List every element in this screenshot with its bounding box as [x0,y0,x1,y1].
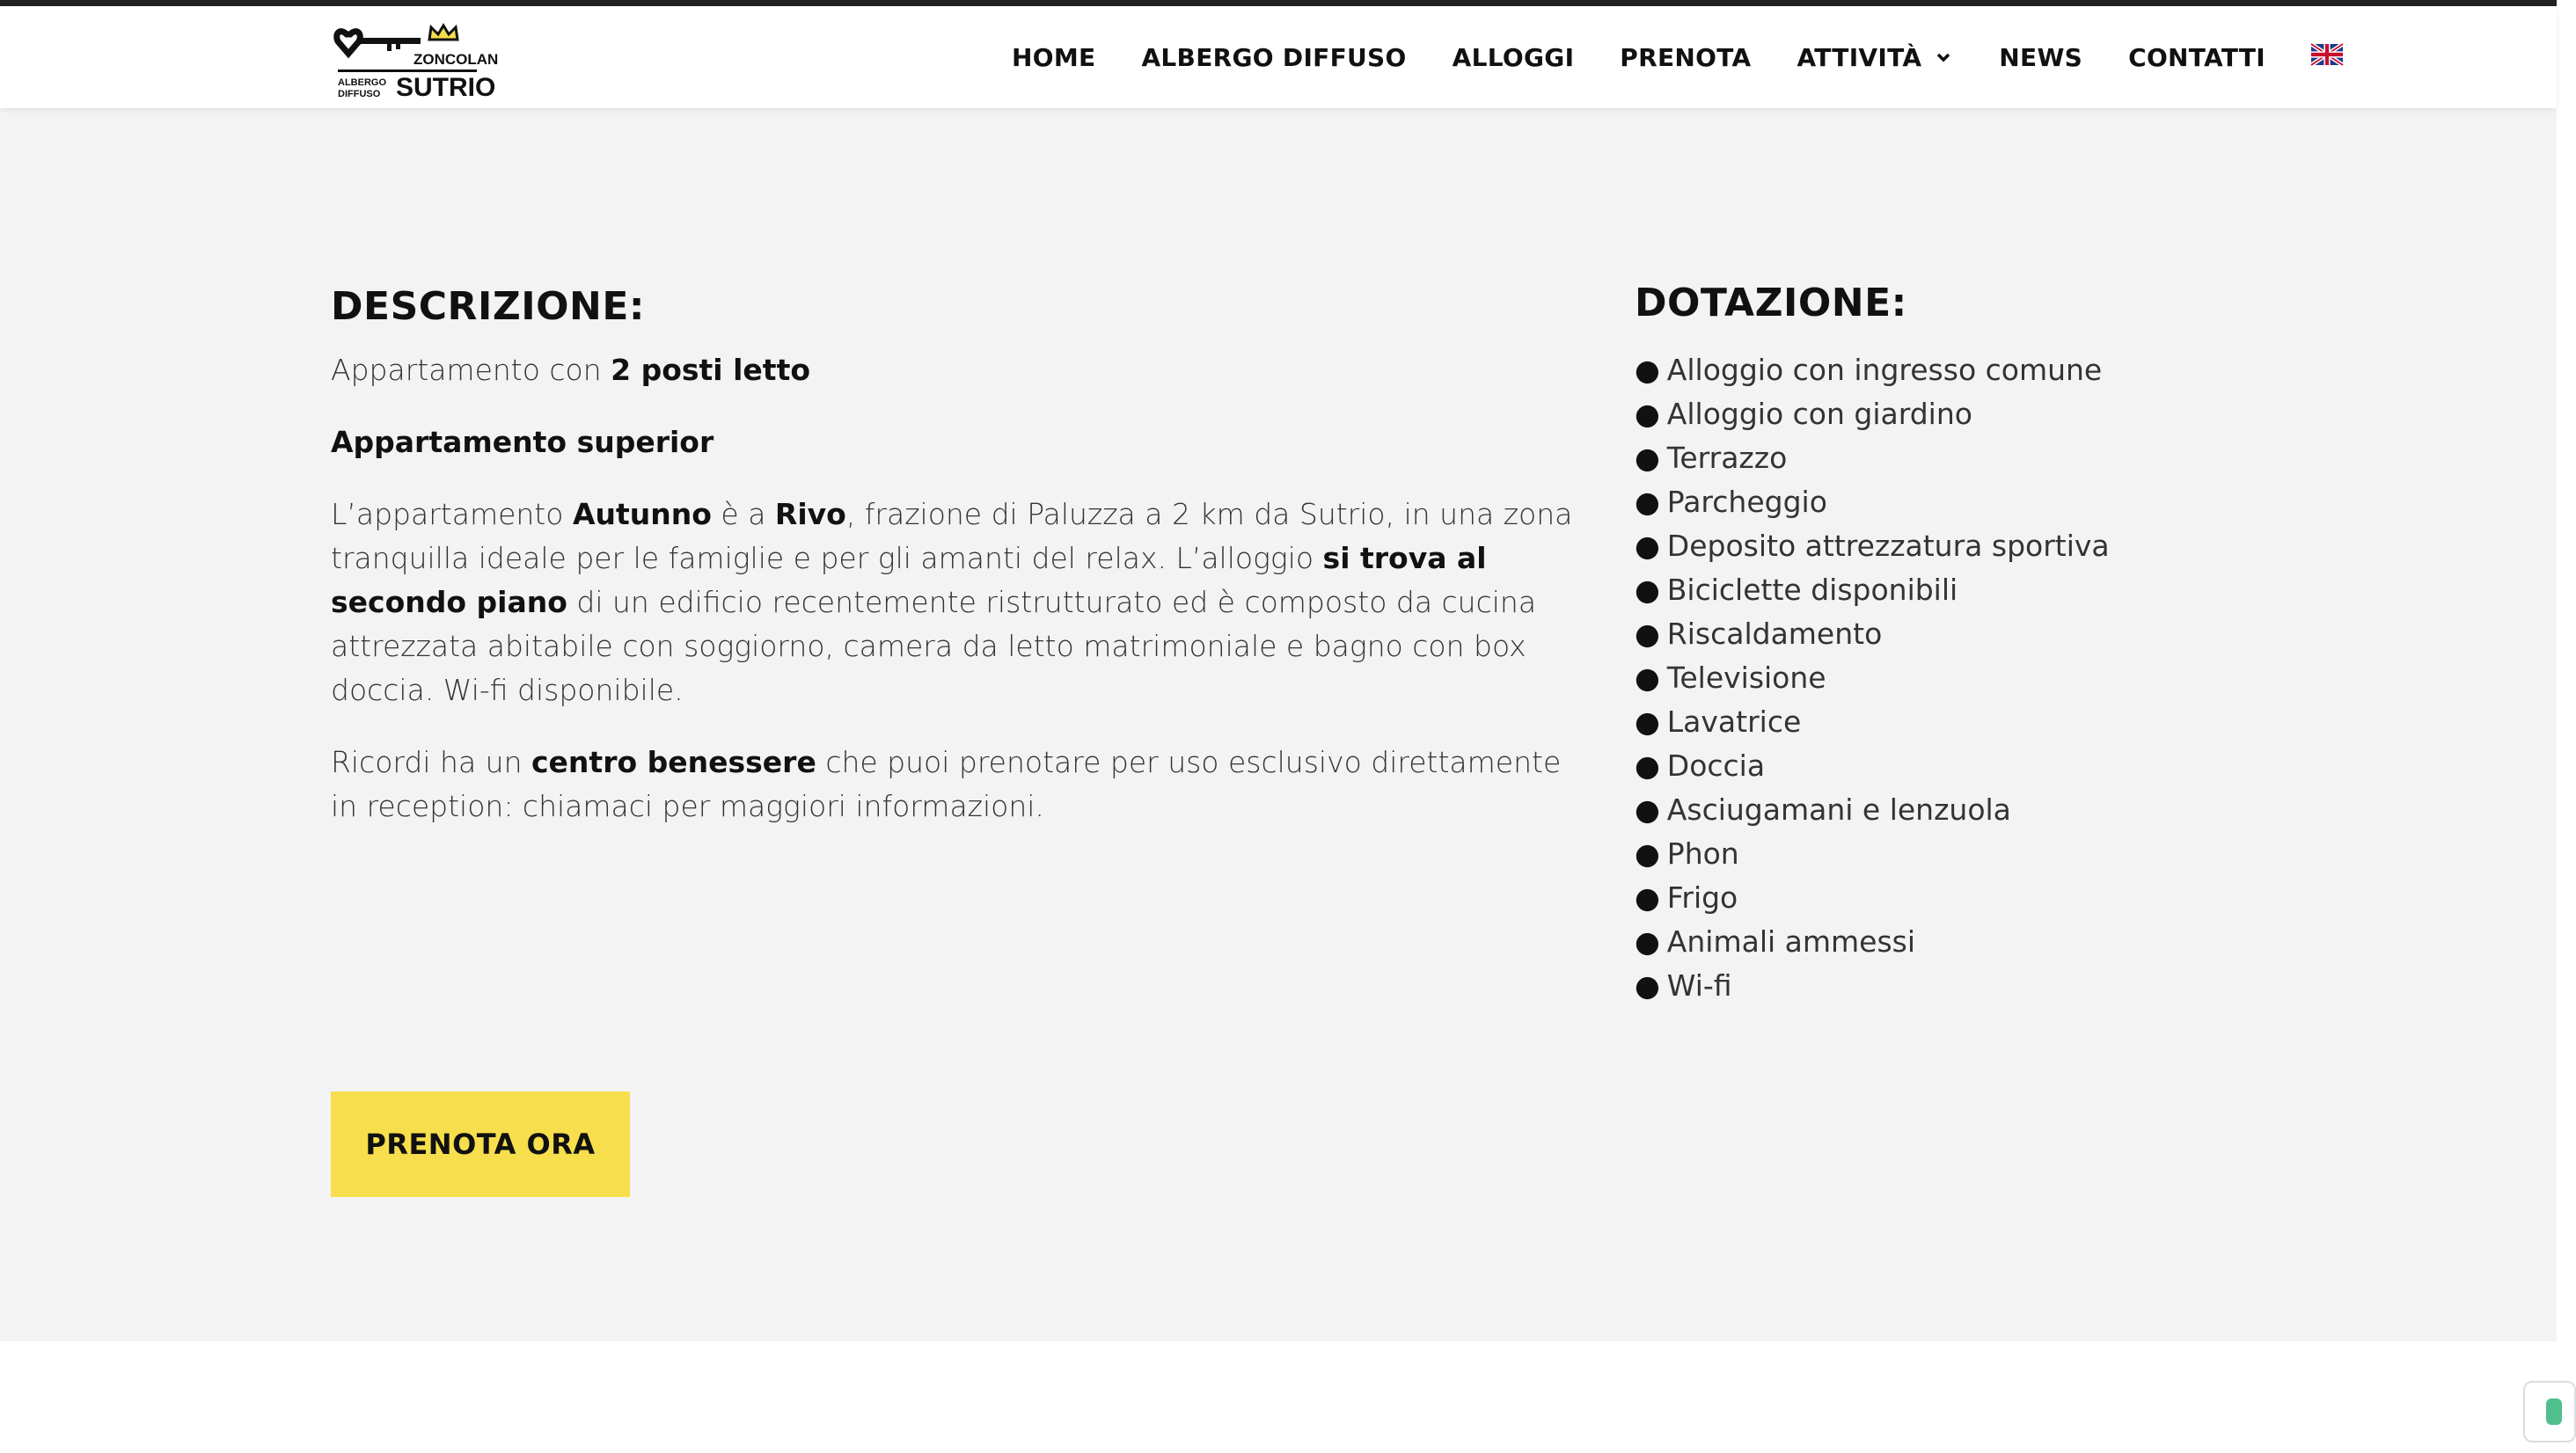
amenity-item [1635,568,2250,612]
uk-flag-icon[interactable] [2311,44,2343,65]
amenities-section [1635,281,2250,1008]
svg-text:ALBERGO: ALBERGO [338,77,386,88]
svg-text:SUTRIO: SUTRIO [396,73,496,102]
amenity-label: Wi-fi [1666,968,1732,1003]
amenities-list [1635,348,2250,1008]
nav-home[interactable]: HOME [1012,42,1096,72]
amenity-item [1635,348,2250,392]
chevron-down-icon [1934,47,1953,67]
amenity-label: Lavatrice [1666,705,1802,739]
amenity-label: Terrazzo [1666,441,1788,475]
description-section [331,284,1589,829]
book-now-button[interactable]: PRENOTA ORA [331,1092,630,1197]
amenity-item [1635,788,2250,832]
bullet-icon: ● [1635,924,1660,959]
nav-alloggi[interactable]: ALLOGGI [1452,42,1575,72]
bullet-icon: ● [1635,836,1660,871]
amenity-label: Asciugamani e lenzuola [1666,792,2011,827]
nav-contatti[interactable]: CONTATTI [2128,42,2265,72]
amenity-label: Doccia [1666,748,1766,783]
amenity-item [1635,920,2250,964]
svg-text:DIFFUSO: DIFFUSO [338,89,381,99]
amenities-heading: DOTAZIONE: [1635,281,1907,325]
amenity-label: Frigo [1666,880,1738,915]
apartment-details [0,108,2557,1341]
nav-attivita-label: ATTIVITÀ [1797,42,1922,72]
description-body: L’appartamento Autunno è a Rivo, frazione di Paluzza a 2 km da Sutrio, in una zona tranquilla ideale per le famiglie e per gli amanti del relax. L’alloggio si trova al secondo piano di un edificio recentemente ristrutturato ed è composto da cucina attrezzata abitabile con soggiorno, camera da letto matrimoniale e bagno con box doccia. Wi-fi disponibile. [331,497,1573,707]
bullet-icon: ● [1635,529,1660,563]
bullet-icon: ● [1635,397,1660,431]
amenity-label: Parcheggio [1666,485,1827,519]
bullet-icon: ● [1635,705,1660,739]
amenity-item [1635,876,2250,920]
description-subtitle: Appartamento superior [331,425,714,459]
amenity-label: Riscaldamento [1666,617,1883,651]
amenity-label: Alloggio con giardino [1666,397,1972,431]
bullet-icon: ● [1635,968,1660,1003]
amenity-item [1635,700,2250,744]
svg-text:ZONCOLAN: ZONCOLAN [413,51,499,68]
amenity-label: Alloggio con ingresso comune [1666,353,2103,387]
description-intro: Appartamento con 2 posti letto [331,353,811,387]
amenity-item [1635,832,2250,876]
chat-widget[interactable] [2523,1381,2576,1442]
amenity-item [1635,612,2250,656]
amenity-item [1635,480,2250,524]
description-heading: DESCRIZIONE: [331,284,645,329]
bullet-icon: ● [1635,880,1660,915]
amenity-label: Biciclette disponibili [1666,573,1958,607]
site-header [0,6,2557,108]
amenity-label: Animali ammessi [1666,924,1916,959]
amenity-item [1635,392,2250,436]
bullet-icon: ● [1635,485,1660,519]
amenity-item [1635,436,2250,480]
amenity-item [1635,744,2250,788]
main-nav [1012,6,2343,108]
nav-albergo-diffuso[interactable]: ALBERGO DIFFUSO [1141,42,1407,72]
amenity-label: Phon [1666,836,1739,871]
top-border [0,0,2557,6]
chat-icon [2546,1398,2562,1425]
bullet-icon: ● [1635,617,1660,651]
amenity-label: Televisione [1666,661,1826,695]
amenity-label: Deposito attrezzatura sportiva [1666,529,2110,563]
bullet-icon: ● [1635,792,1660,827]
nav-attivita[interactable] [1797,43,1953,72]
nav-prenota[interactable]: PRENOTA [1620,42,1752,72]
nav-news[interactable]: NEWS [1999,42,2083,72]
amenity-item [1635,964,2250,1008]
bullet-icon: ● [1635,748,1660,783]
bullet-icon: ● [1635,353,1660,387]
amenity-item [1635,524,2250,568]
site-logo[interactable] [334,15,499,103]
bullet-icon: ● [1635,661,1660,695]
bullet-icon: ● [1635,573,1660,607]
wellness-note: Ricordi ha un centro benessere che puoi prenotare per uso esclusivo direttamente in reception: chiamaci per maggiori informazioni. [331,745,1562,823]
bullet-icon: ● [1635,441,1660,475]
amenity-item [1635,656,2250,700]
